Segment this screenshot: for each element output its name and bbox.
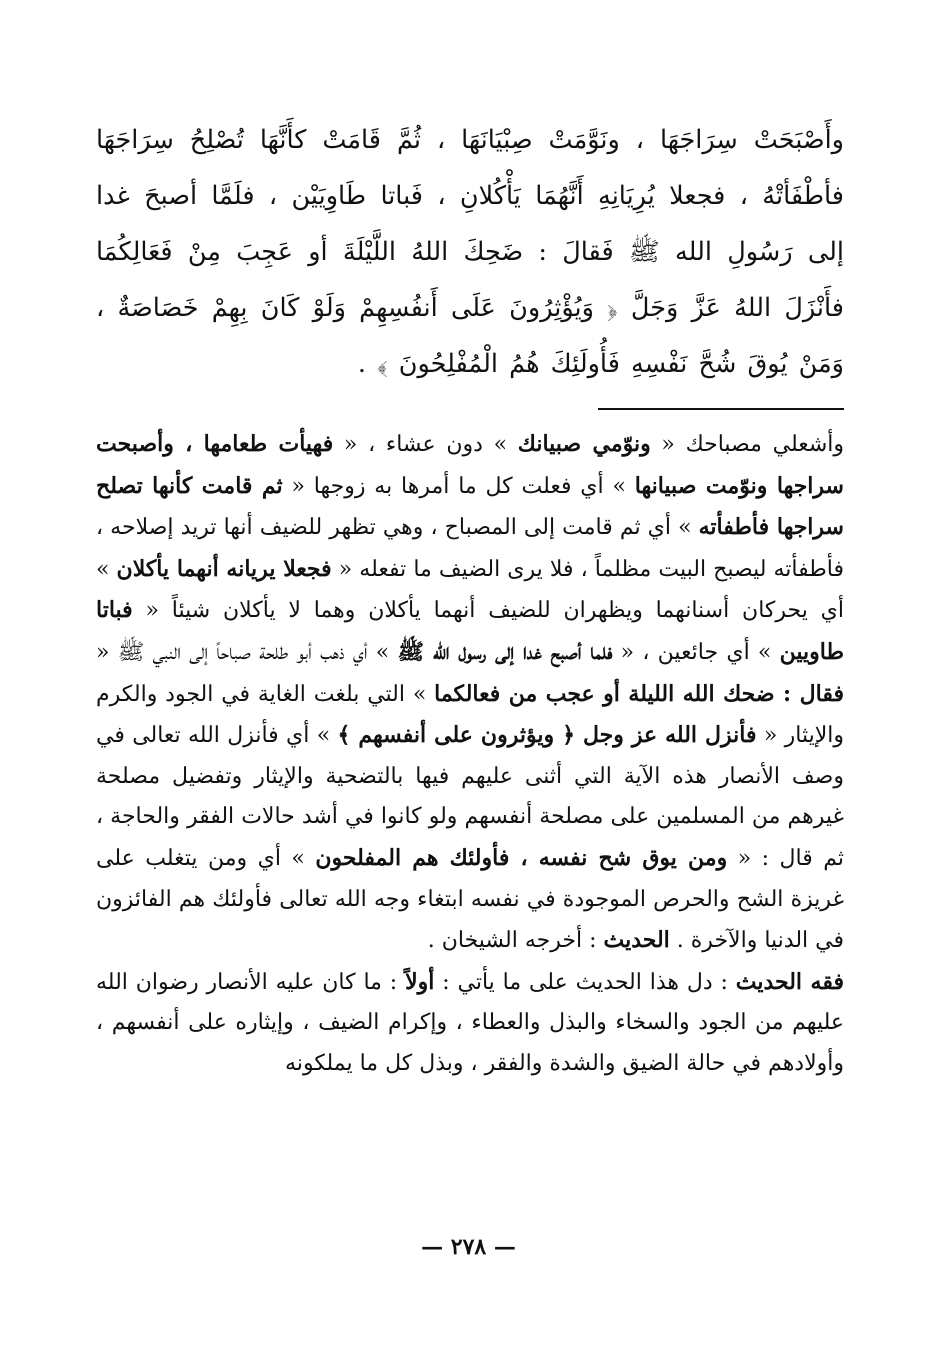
commentary-text: » أي فأنزل الله تعالى في وصف الأنصار هذه الآية التي أثنى عليهم فيها بالتضحية والإيثار وتفضيل مصلحة غيرهم من المسلمين على مصلحة أنفسهم ولو كانوا في أشد حالات الفقر والحاجة ، ثم قال : « [96,723,845,871]
quoted-phrase: ومن يوق شح نفسه ، فأولئك هم المفلحون [315,844,728,871]
quoted-phrase: ثم قامت كأنها تصلح سراجها فأطفأته [96,472,844,541]
fiqh-paragraph [96,962,844,1085]
separator-rule [598,408,844,410]
commentary-text: » أي ثم قامت إلى المصباح ، وهي تظهر للضيف أنها تريد إصلاحه ، فأطفأته ليصبح البيت مظلماً ، فلا يرى الضيف ما تفعله « [96,515,844,582]
page-number: — ٢٧٨ — [421,1234,516,1260]
quoted-phrase: فباتا طاويين [96,597,844,665]
commentary-text: » أي فعلت كل ما أمرها به زوجها « [282,473,635,499]
commentary-text: : دل هذا الحديث على ما يأتي : [434,969,736,995]
section-heading: الحديث [603,927,670,954]
commentary-text: » أي ذهب أبو طلحة صباحاً إلى النبي ﷺ « [96,639,398,665]
commentary-text: » دون عشاء ، « [333,432,518,457]
commentary [96,424,844,1085]
commentary-text: وأشعلي مصباحك « [650,432,845,457]
quoted-phrase: فقال : ضحك الله الليلة أو عجب من فعالكما [434,680,844,707]
section-heading: فقه الحديث [735,968,844,995]
commentary-text: » التي بلغت الغاية في الجود والكرم والإيثار « [96,681,844,749]
quoted-phrase: ونوّمي صبيانك [517,431,651,457]
quoted-phrase: فأنزل الله عز وجل ﴿ ويؤثرون على أنفسهم ﴾ [337,722,757,749]
commentary-paragraph [96,424,844,962]
commentary-text: : أخرجه الشيخان . [427,928,604,954]
commentary-text: » أي جائعين ، « [612,639,780,665]
commentary-text: » أي ومن يتغلب على غريزة الشح والحرص الموجودة في نفسه ابتغاء وجه الله تعالى فأولئك هم الفائزون في الدنيا والآخرة . [96,845,844,954]
point-label: أولاً [405,968,435,995]
quoted-phrase: فلما أصبح غدا إلى رسول الله ﷺ [397,638,613,665]
commentary-text: : ما كان عليه الأنصار رضوان الله عليهم من الجود والسخاء والبذل والعطاء ، وإكرام الضيف ، وإيثاره على أنفسهم ، وأولادهم في حالة الضيق والشدة والفقر ، وبذل كل ما يملكونه [96,969,844,1076]
quoted-phrase: فهيأت طعامها ، وأصبحت سراجها ونوّمت صبيانها [96,431,844,499]
quoted-phrase: فجعلا يريانه أنهما يأكلان [116,555,332,582]
hadith-text: وأَصْبَحَتْ سِرَاجَهَا ، ونَوَّمَتْ صِبْيَانَهَا ، ثُمَّ قَامَتْ كأَنَّهَا تُصْلِحُ سِرَاجَهَا فأطْفَأتْهُ ، فجعلا يُرِيَانِهِ أَنَّهُمَا يَأْكُلانِ ، فَباتا طَاوِيَيْن ، فلَمَّا أصبحَ غدا إلى رَسُولِ الله ﷺ فَقالَ : ضَحِكَ اللهُ اللَّيْلَةَ أو عَجِبَ مِنْ فَعَالِكُمَا فأَنْزَلَ اللهُ عَزَّ وَجَلَّ ﴿ وَيُؤْثِرُونَ عَلَى أَنفُسِهِمْ وَلَوْ كَانَ بِهِمْ خَصَاصَةٌ ، وَمَنْ يُوقَ شُحَّ نَفْسِهِ فَأُولَئِكَ هُمُ الْمُفْلِحُونَ ﴾ . [96,125,844,379]
commentary-text: » أي يحركان أسنانهما ويظهران للضيف أنهما يأكلان وهما لا يأكلان شيئاً « [96,556,844,624]
